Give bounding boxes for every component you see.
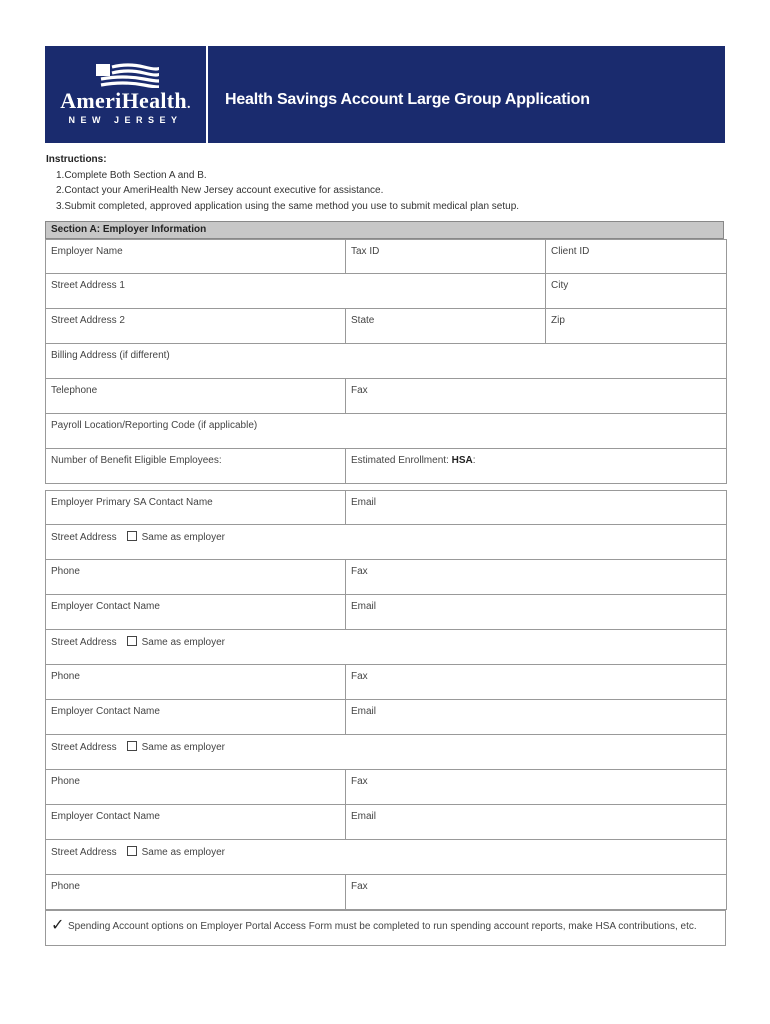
phone-field[interactable] [46, 770, 345, 804]
section-a-form [45, 239, 727, 484]
street-address-field[interactable] [46, 735, 725, 769]
field-label: Email [351, 497, 377, 508]
telephone-field[interactable] [46, 379, 345, 413]
field-label: Street Address Same as employer [51, 847, 225, 858]
email-field[interactable] [345, 805, 725, 839]
email-field[interactable] [345, 491, 725, 525]
field-label: Fax [351, 385, 368, 396]
checkmark-icon: ✓ [51, 917, 65, 934]
field-label: Employer Contact Name [51, 811, 160, 822]
form-row [46, 379, 727, 414]
form-row [46, 490, 727, 525]
checkbox[interactable] [127, 531, 137, 541]
instruction-step: 1.Complete Both Section A and B. [56, 169, 207, 181]
phone-field[interactable] [46, 560, 345, 594]
section-a-heading [45, 221, 724, 239]
instruction-step: 2.Contact your AmeriHealth New Jersey account executive for assistance. [56, 185, 384, 196]
form-row [46, 700, 727, 735]
instruction-step: 3.Submit completed, approved application using the same method you use to submit medical plan setup. [56, 200, 520, 212]
street-address-2-field[interactable] [46, 309, 345, 343]
field-label: Street Address 2 [51, 315, 125, 326]
tax-id-field[interactable] [345, 240, 545, 274]
contacts-form [45, 490, 727, 910]
field-label: Street Address Same as employer [51, 532, 225, 543]
form-row [46, 665, 727, 700]
field-label: Email [351, 601, 377, 612]
form-row [46, 414, 727, 449]
field-label: Employer Contact Name [51, 706, 160, 717]
checkbox[interactable] [127, 741, 137, 751]
field-label: State [351, 315, 375, 326]
email-field[interactable] [345, 700, 725, 734]
form-row [46, 735, 727, 770]
form-row [46, 560, 727, 595]
fax-field[interactable] [345, 770, 725, 804]
field-label: Fax [351, 566, 368, 577]
field-label: Phone [51, 776, 80, 787]
fax-field[interactable] [345, 560, 725, 594]
contact-name-field[interactable] [46, 595, 345, 629]
email-field[interactable] [345, 595, 725, 629]
field-label: Street Address 1 [51, 280, 125, 291]
logo [45, 46, 208, 143]
field-label: Phone [51, 671, 80, 682]
city-field[interactable] [545, 274, 725, 308]
form-row [46, 770, 727, 805]
field-label: Street Address Same as employer [51, 742, 225, 753]
field-label: Employer Primary SA Contact Name [51, 497, 213, 508]
checkbox[interactable] [127, 636, 137, 646]
field-label: Employer Name [51, 246, 123, 257]
employer-name-field[interactable] [46, 240, 345, 274]
field-label: Tax ID [351, 246, 380, 257]
payroll-location-field[interactable] [46, 414, 725, 448]
form-row [46, 344, 727, 379]
street-address-field[interactable] [46, 840, 725, 874]
form-row [46, 630, 727, 665]
portal-access-note [45, 910, 726, 946]
header-banner [45, 46, 725, 143]
field-label: Employer Contact Name [51, 601, 160, 612]
form-row [46, 595, 727, 630]
state-field[interactable] [345, 309, 545, 343]
client-id-field[interactable] [545, 240, 725, 274]
fax-field[interactable] [345, 379, 725, 413]
field-label: Client ID [551, 246, 590, 257]
field-label: Fax [351, 881, 368, 892]
field-label: Email [351, 811, 377, 822]
form-row [46, 525, 727, 560]
field-label: Estimated Enrollment: HSA: [351, 455, 476, 466]
contact-name-field[interactable] [46, 805, 345, 839]
zip-field[interactable] [545, 309, 725, 343]
form-row [46, 840, 727, 875]
street-address-field[interactable] [46, 525, 725, 559]
brand-subtitle: NEW JERSEY [68, 115, 183, 125]
form-row [46, 309, 727, 344]
field-label: Zip [551, 315, 565, 326]
instructions [46, 152, 519, 214]
section-a-title: Section A: Employer Information [51, 224, 207, 235]
brand-name: AmeriHealth. [60, 88, 191, 113]
primary-contact-name-field[interactable] [46, 491, 345, 525]
field-label: Fax [351, 671, 368, 682]
eligible-employees-field[interactable] [46, 449, 345, 483]
street-address-1-field[interactable] [46, 274, 545, 308]
field-label: Telephone [51, 385, 98, 396]
form-row [46, 805, 727, 840]
field-label: Email [351, 706, 377, 717]
field-label: Fax [351, 776, 368, 787]
phone-field[interactable] [46, 875, 345, 909]
instructions-heading: Instructions: [46, 154, 107, 165]
phone-field[interactable] [46, 665, 345, 699]
form-row [46, 449, 727, 484]
form-row [46, 875, 727, 910]
field-label: City [551, 280, 569, 291]
page-title: Health Savings Account Large Group Application [225, 91, 590, 108]
field-label: Number of Benefit Eligible Employees: [51, 455, 222, 466]
form-row [46, 239, 727, 274]
billing-address-field[interactable] [46, 344, 725, 378]
fax-field[interactable] [345, 665, 725, 699]
fax-field[interactable] [345, 875, 725, 909]
estimated-enrollment-field[interactable] [345, 449, 725, 483]
street-address-field[interactable] [46, 630, 725, 664]
field-label: Phone [51, 566, 80, 577]
field-label: Street Address Same as employer [51, 637, 225, 648]
flag-logo-icon [93, 62, 159, 88]
field-label: Phone [51, 881, 80, 892]
field-label: Payroll Location/Reporting Code (if applicable) [51, 420, 258, 431]
checkbox[interactable] [127, 846, 137, 856]
note-text: Spending Account options on Employer Portal Access Form must be completed to run spending account reports, make HSA contributions, etc. [68, 921, 697, 932]
form-row [46, 274, 727, 309]
field-label: Billing Address (if different) [51, 350, 170, 361]
contact-name-field[interactable] [46, 700, 345, 734]
